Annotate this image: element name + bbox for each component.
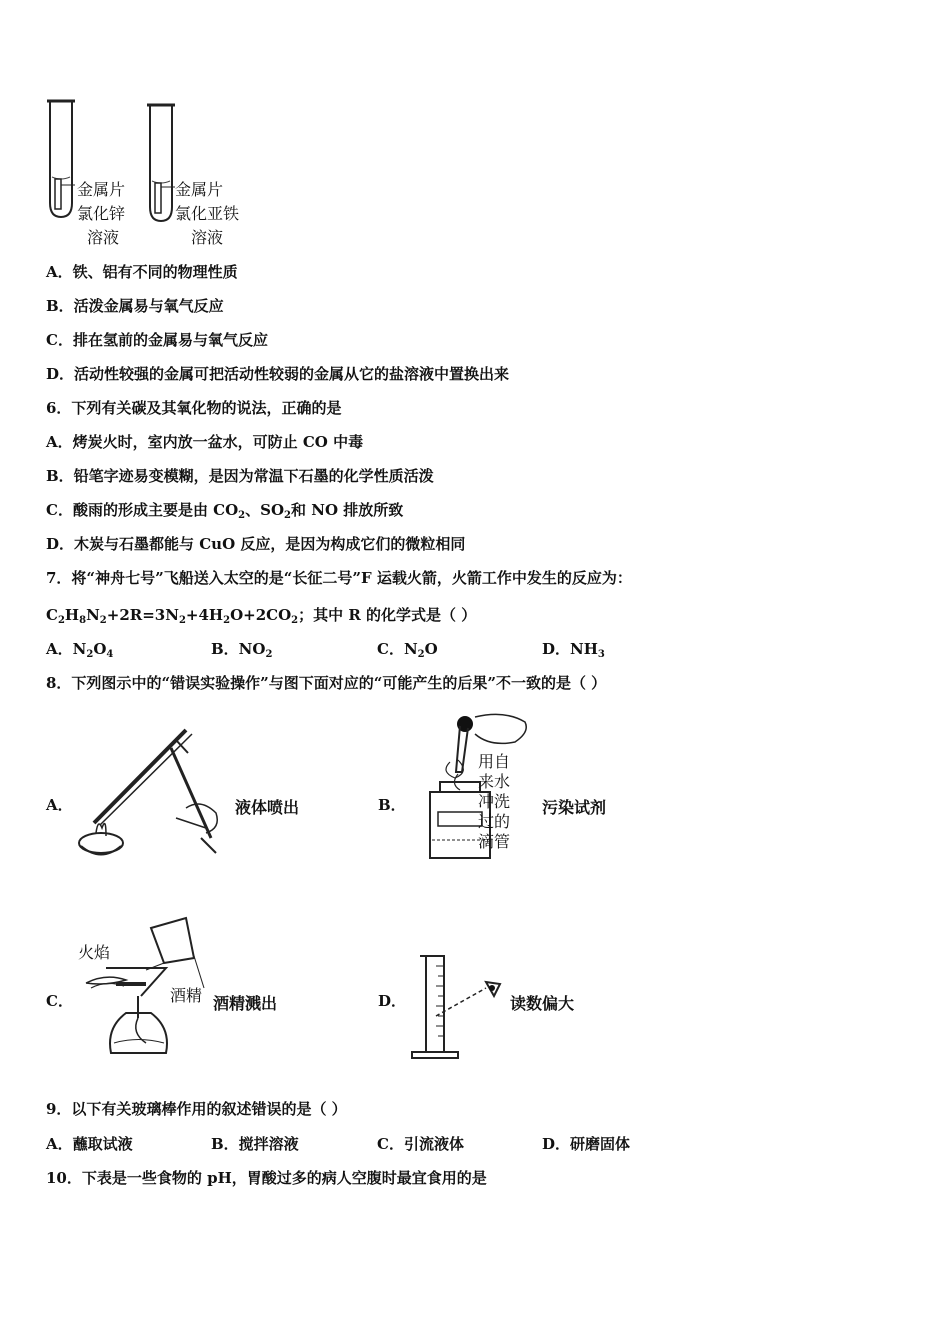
q8-stem: 8．下列图示中的“错误实验操作”与图下面对应的“可能产生的后果”不一致的是（ ） — [46, 674, 607, 692]
q6-option-a: A．烤炭火时，室内放一盆水，可防止 CO 中毒 — [46, 433, 364, 451]
q6-option-d: D．木炭与石墨都能与 CuO 反应，是因为构成它们的微粒相同 — [46, 535, 466, 553]
q7-option-d: D．$NH_3$ — [542, 640, 605, 660]
q8-b-label: 用自 来水 冲洗 过的 滴管 — [478, 752, 511, 851]
q7-stem: 7．将“神舟七号”飞船送入太空的是“长征二号”F 运载火箭，火箭工作中发生的反应为： — [46, 569, 632, 587]
tube1-label-metal: 金属片 — [77, 180, 126, 199]
q5-option-a: A．铁、铝有不同的物理性质 — [46, 263, 238, 281]
q5-option-d: D．活动性较强的金属可把活动性较弱的金属从它的盐溶液中置换出来 — [46, 365, 510, 383]
q10-stem: 10．下表是一些食物的 pH，胃酸过多的病人空腹时最宜食用的是 — [46, 1169, 487, 1187]
tube2-label-solution: 氯化亚铁 — [175, 204, 240, 223]
tube2-label-metal: 金属片 — [175, 180, 224, 199]
q9-stem: 9．以下有关玻璃棒作用的叙述错误的是（ ） — [46, 1100, 347, 1118]
q6-option-b: B．铅笔字迹易变模糊，是因为常温下石墨的化学性质活泼 — [46, 467, 434, 485]
q8-c-flame-label: 火焰 — [78, 943, 111, 962]
q7-equation: $C_2H_8N_2+2R=3N_2+4H_2O+2CO_2$；其中 R 的化学式是（ ） — [46, 606, 477, 626]
q7-option-a: A．$N_2O_4$ — [46, 640, 114, 660]
q8-option-d-letter: D． — [378, 992, 407, 1010]
q8-d-cylinder-drawing — [408, 952, 508, 1064]
q9-option-b: B．搅拌溶液 — [211, 1135, 299, 1153]
q8-option-c-letter: C． — [46, 992, 73, 1010]
q8-option-a-letter: A． — [46, 796, 73, 814]
q8-a-heating-drawing — [76, 728, 226, 868]
q8-a-result: 液体喷出 — [235, 798, 300, 817]
test-tube-figure — [40, 95, 260, 250]
q5-option-c: C．排在氢前的金属易与氧气反应 — [46, 331, 268, 349]
tube1-label-liquid: 溶液 — [87, 228, 120, 247]
q8-c-result: 酒精溅出 — [213, 994, 278, 1013]
q7-option-c: C．$N_2O$ — [377, 640, 438, 660]
q5-option-b: B．活泼金属易与氧气反应 — [46, 297, 224, 315]
q8-d-result: 读数偏大 — [510, 994, 575, 1013]
q6-stem: 6．下列有关碳及其氧化物的说法，正确的是 — [46, 399, 342, 417]
q9-option-c: C．引流液体 — [377, 1135, 464, 1153]
tube1-label-solution: 氯化锌 — [77, 204, 126, 223]
q6-option-c: C．酸雨的形成主要是由 $CO_2$、$SO_2$和 NO 排放所致 — [46, 501, 404, 521]
q8-option-b-letter: B． — [378, 796, 406, 814]
test-tube-drawing — [40, 95, 260, 250]
q7-option-b: B．$NO_2$ — [211, 640, 273, 660]
q9-option-d: D．研磨固体 — [542, 1135, 631, 1153]
q8-c-alcohol-label: 酒精 — [170, 986, 203, 1005]
q9-option-a: A．蘸取试液 — [46, 1135, 133, 1153]
tube2-label-liquid: 溶液 — [191, 228, 224, 247]
q8-b-result: 污染试剂 — [542, 798, 607, 817]
